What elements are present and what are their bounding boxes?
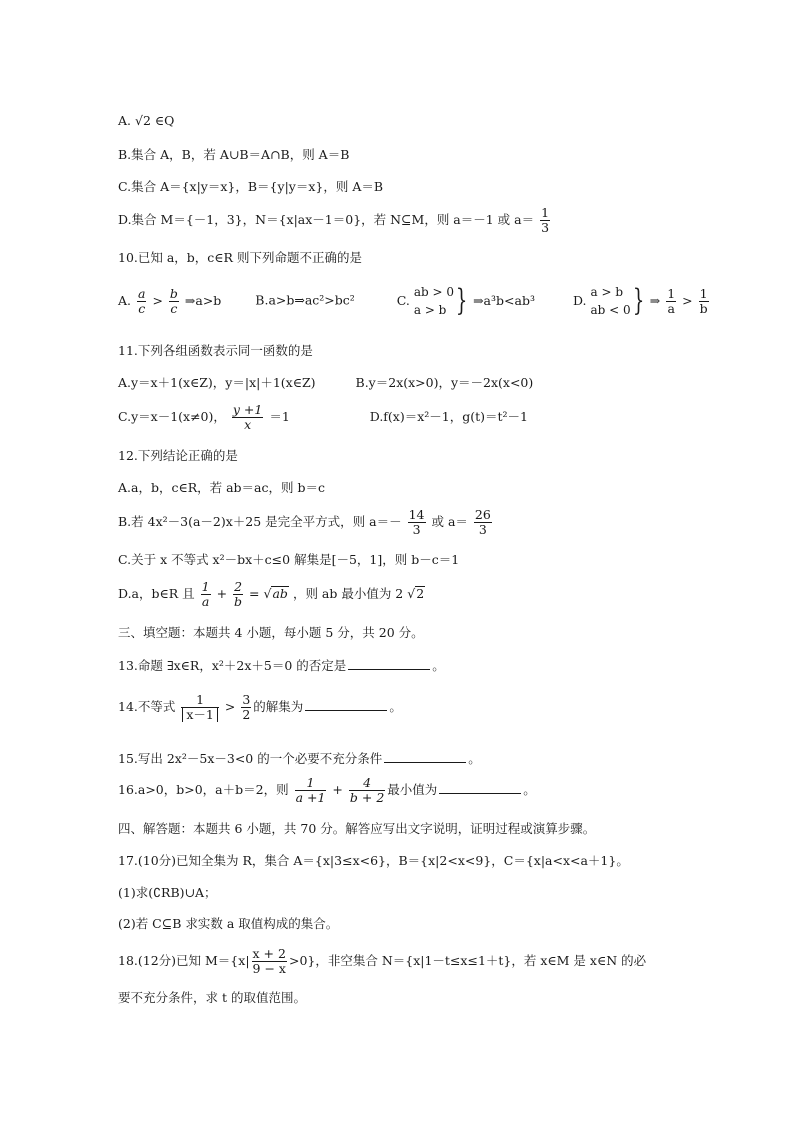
option-label: C. (396, 292, 410, 308)
option-text: ＝1 (269, 409, 290, 424)
fraction-denominator: 3 (541, 220, 550, 235)
answer-blank[interactable] (348, 657, 430, 670)
operator: > (152, 292, 163, 308)
option-text: ⇒a>b (184, 292, 222, 308)
operator: > (224, 699, 236, 714)
option-text: C.y＝x－1(x≠0)， (118, 409, 226, 424)
q11-option-d: D.f(x)＝x²－1，g(t)＝t²－1 (369, 409, 529, 424)
condition-bottom: ab < 0 (590, 303, 631, 317)
fraction (241, 693, 251, 722)
fraction-numerator: 26 (474, 507, 491, 522)
fraction-numerator: 1 (201, 579, 210, 594)
operator: = (249, 586, 260, 601)
q10-stem: 10.已知 a，b，c∈R 则下列命题不正确的是 (118, 250, 362, 265)
q15 (118, 750, 481, 767)
punctuation: 。 (432, 658, 445, 673)
fraction-denominator: b (234, 594, 243, 609)
punctuation: 。 (523, 782, 536, 797)
option-text: 或 a＝ (431, 514, 468, 529)
q17-part-2: (2)若 C⊆B 求实数 a 取值构成的集合。 (118, 916, 339, 931)
q12-option-a: A.a，b，c∈R，若 ab＝ac，则 b＝c (118, 480, 325, 495)
fraction-denominator: b + 2 (349, 790, 385, 805)
fraction-numerator: x + 2 (252, 946, 286, 961)
q11-option-c (118, 402, 294, 432)
operator: > (682, 292, 693, 308)
question-text: 18.(12分)已知 M＝{x| (118, 953, 250, 968)
q12-option-c: C.关于 x 不等式 x²－bx＋c≤0 解集是[－5，1]，则 b－c＝1 (118, 552, 460, 567)
fraction-denominator: 3 (412, 522, 421, 537)
q11-row-ab (118, 375, 533, 391)
q10-option-b: B.a>b⇒ac²>bc² (255, 292, 355, 308)
q9-option-d (118, 206, 552, 235)
fraction-numerator: 4 (349, 776, 385, 791)
fraction (201, 580, 211, 609)
fraction (181, 693, 219, 722)
answer-blank[interactable] (305, 698, 387, 711)
q11-option-a: A.y＝x＋1(x∈Z)，y＝|x|＋1(x∈Z) (118, 375, 316, 390)
question-text: 最小值为 (387, 782, 438, 797)
q12-stem: 12.下列结论正确的是 (118, 448, 238, 463)
q9-option-a: A. √2 ∈Q (118, 113, 175, 128)
q9-option-b: B.集合 A，B，若 A∪B＝A∩B，则 A＝B (118, 147, 350, 162)
condition-bottom: a > b (413, 303, 447, 317)
question-text: >0}，非空集合 N＝{x|1－t≤x≤1＋t}，若 x∈M 是 x∈N 的必 (288, 953, 647, 968)
question-text: 13.命题 ∃x∈R，x²＋2x＋5＝0 的否定是 (118, 658, 347, 673)
fraction-denominator: a (667, 300, 675, 316)
operator: + (216, 586, 228, 601)
answer-blank[interactable] (439, 781, 521, 794)
section-heading-solutions: 四、解答题：本题共 6 小题，共 70 分。解答应写出文字说明，证明过程或演算步骤。 (118, 821, 596, 836)
q9-option-d-fraction (540, 206, 550, 235)
sqrt-expression: √ab (263, 586, 288, 601)
fraction (252, 947, 287, 976)
sqrt-radicand: 2 (416, 586, 425, 601)
fraction-denominator: b (699, 300, 708, 316)
condition-group (414, 283, 454, 319)
option-label: D. (572, 292, 587, 308)
q11-option-b: B.y＝2x(x>0)，y＝－2x(x<0) (355, 375, 534, 390)
option-label: A. (118, 292, 132, 308)
q18-line-1 (118, 947, 646, 976)
fraction (295, 776, 327, 805)
q10-option-d (572, 283, 711, 318)
sqrt-radicand: ab (272, 586, 288, 601)
q10-option-a (118, 285, 225, 316)
fraction-numerator: 2 (234, 579, 243, 594)
question-text: 16.a>0，b>0，a＋b＝2，则 (118, 782, 289, 797)
fraction-numerator: 1 (699, 285, 708, 301)
fraction-denominator: x (244, 417, 252, 432)
q18-line-2: 要不充分条件，求 t 的取值范围。 (118, 990, 306, 1005)
condition-top: a > b (590, 285, 624, 299)
punctuation: 。 (389, 699, 402, 714)
fraction (137, 287, 146, 316)
fraction-numerator: 1 (667, 285, 676, 301)
q11-row-cd (118, 403, 528, 432)
q14 (118, 693, 402, 722)
q12-option-d (118, 580, 425, 609)
fraction-numerator: b (169, 285, 178, 301)
condition-top: ab > 0 (413, 285, 454, 299)
q13 (118, 657, 445, 674)
fraction-numerator: 14 (408, 507, 425, 522)
fraction-denominator: a (201, 594, 210, 609)
option-text: ，则 ab 最小值为 2 (292, 586, 404, 601)
condition-group (590, 283, 630, 319)
punctuation: 。 (468, 751, 481, 766)
q10-option-c (396, 283, 539, 318)
q11-stem: 11.下列各组函数表示同一函数的是 (118, 343, 313, 358)
question-text: 14.不等式 (118, 699, 176, 714)
fraction-numerator: y +1 (232, 402, 263, 417)
q9-option-c: C.集合 A＝{x|y＝x}，B＝{y|y＝x}，则 A＝B (118, 179, 384, 194)
q16 (118, 776, 536, 805)
question-text: 15.写出 2x²－5x－3<0 的一个必要不充分条件 (118, 751, 383, 766)
fraction-denominator: c (170, 300, 178, 316)
fraction-denominator: 3 (478, 522, 487, 537)
option-text: D.a，b∈R 且 (118, 586, 195, 601)
fraction-numerator: 1 (541, 205, 550, 220)
option-text: B.若 4x²－3(a－2)x＋25 是完全平方式，则 a＝－ (118, 514, 402, 529)
implies-symbol: ⇒ (649, 292, 661, 308)
fraction (233, 580, 243, 609)
fraction-denominator: 9 − x (252, 961, 286, 976)
fraction (408, 508, 426, 537)
q17-part-1: (1)求(∁RB)∪A； (118, 885, 217, 900)
section-heading-fill-blank: 三、填空题：本题共 4 小题，每小题 5 分，共 20 分。 (118, 625, 424, 640)
q12-option-b (118, 508, 494, 537)
fraction-denominator (181, 708, 219, 722)
absolute-value: x－1 (182, 708, 218, 722)
q17-stem: 17.(10分)已知全集为 R，集合 A＝{x|3≤x<6}，B＝{x|2<x<9}，C＝{x|a<x<a＋1}。 (118, 853, 629, 868)
fraction-numerator: a (138, 285, 146, 301)
fraction (666, 287, 676, 316)
fraction (349, 776, 385, 805)
fraction (699, 287, 709, 316)
fraction-denominator: a +1 (295, 790, 326, 805)
q9-option-d-text: D.集合 M＝{－1，3}，N＝{x|ax－1＝0}，若 N⊆M，则 a＝－1 或 a＝ (118, 212, 535, 227)
fraction (232, 403, 263, 432)
fraction (169, 287, 179, 316)
question-text: 的解集为 (253, 699, 304, 714)
brace-symbol: } (455, 283, 468, 318)
answer-blank[interactable] (384, 750, 466, 763)
fraction (474, 508, 492, 537)
fraction-denominator: 2 (242, 707, 251, 722)
operator: + (332, 782, 343, 797)
fraction-numerator: 1 (181, 693, 219, 708)
option-text: ⇒a³b<ab³ (473, 292, 535, 308)
fraction-denominator: c (138, 300, 146, 316)
fraction-numerator: 3 (242, 692, 251, 707)
fraction-numerator: 1 (295, 776, 327, 791)
sqrt-expression: √2 (407, 586, 425, 601)
brace-symbol: } (632, 283, 644, 318)
q10-options (118, 283, 711, 319)
